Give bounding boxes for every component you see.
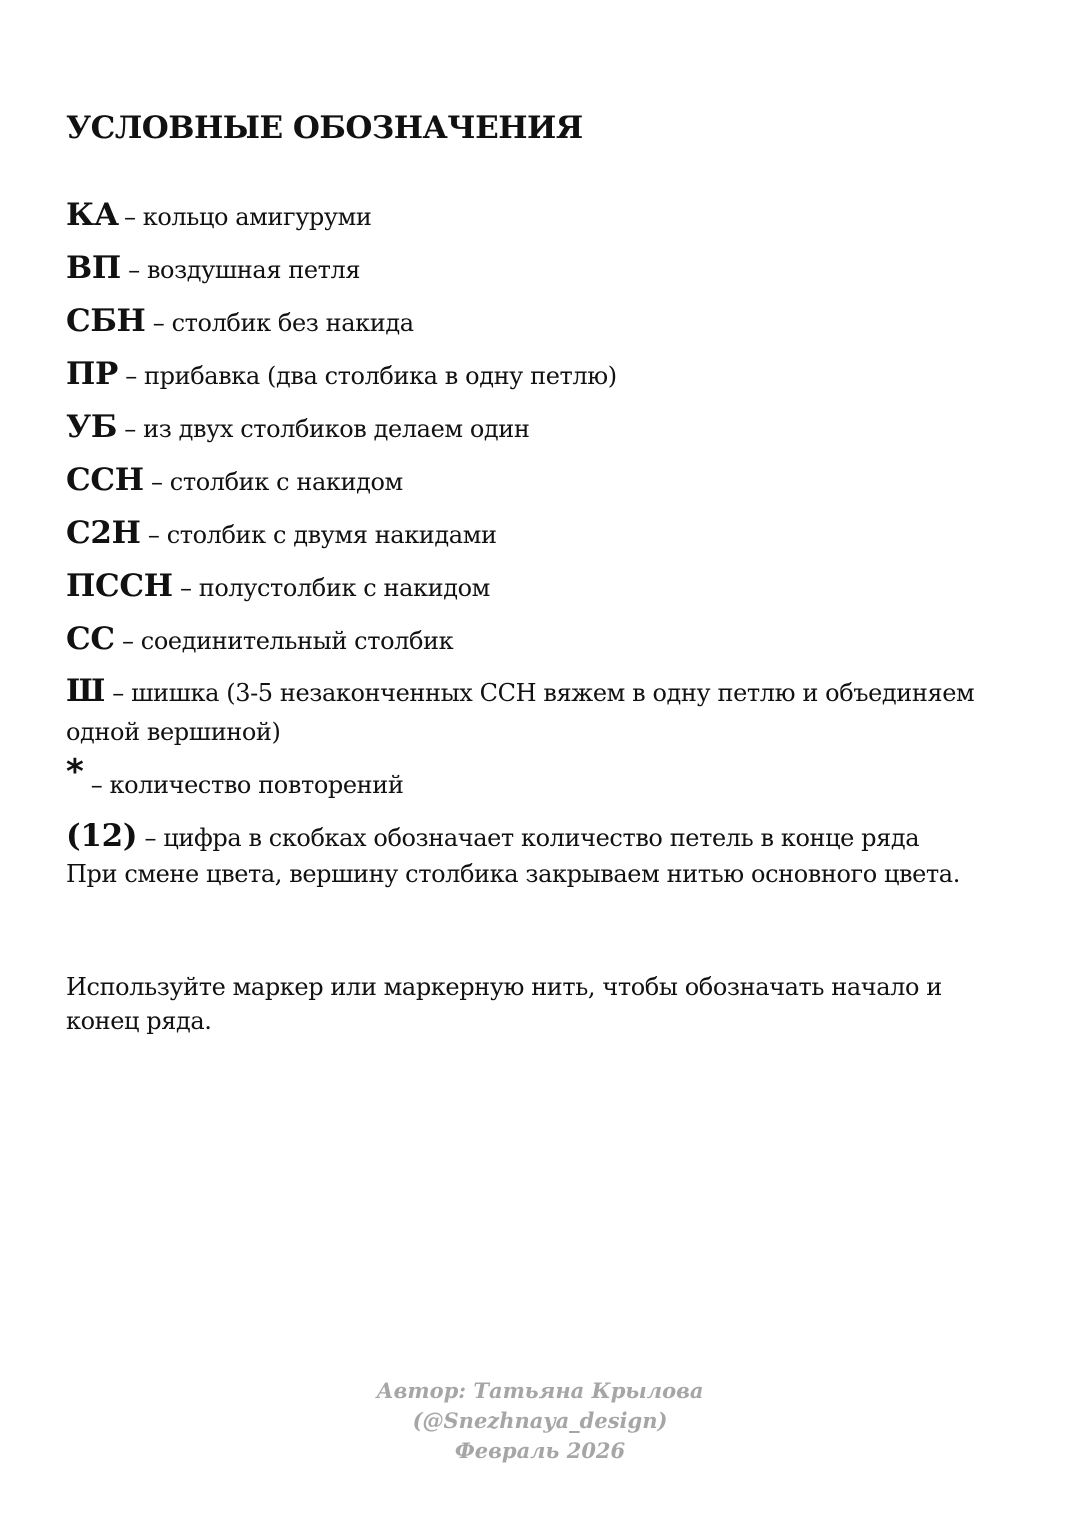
legend-desc: – цифра в скобках обозначает количество петель в конце ряда xyxy=(137,824,920,852)
legend-abbr: СБН xyxy=(66,303,146,339)
legend-abbr: Ш xyxy=(66,673,106,709)
legend-item-s2n xyxy=(66,514,1026,557)
author-footer xyxy=(0,1376,1080,1466)
legend-desc: – полустолбик с накидом xyxy=(172,574,490,602)
legend-item-sh xyxy=(66,673,1026,753)
legend-item-pr xyxy=(66,355,1026,398)
legend-abbr: УБ xyxy=(66,409,118,445)
legend-item-vp xyxy=(66,249,1026,292)
legend-desc: – соединительный столбик xyxy=(114,627,454,655)
legend-abbr: КА xyxy=(66,197,119,233)
legend-abbr: СС xyxy=(66,621,115,657)
author-handle: (@Snezhnaya_design) xyxy=(412,1408,668,1433)
legend-item-ss xyxy=(66,620,1026,663)
legend-item-ka xyxy=(66,196,1026,239)
legend-desc: – прибавка (два столбика в одну петлю) xyxy=(118,362,617,390)
legend-item-ub xyxy=(66,408,1026,451)
legend-item-pssn xyxy=(66,567,1026,610)
legend-abbr: * xyxy=(66,752,84,792)
marker-note: Используйте маркер или маркерную нить, чтобы обозначать начало и конец ряда. xyxy=(66,973,942,1035)
page-title: УСЛОВНЫЕ ОБОЗНАЧЕНИЯ xyxy=(66,110,583,146)
publication-date: Февраль 2026 xyxy=(454,1438,626,1463)
legend-item-ssn xyxy=(66,461,1026,504)
legend-abbr: ССН xyxy=(66,462,144,498)
legend-desc: – кольцо амигуруми xyxy=(123,203,372,231)
legend-desc: – столбик без накида xyxy=(145,309,414,337)
author-name: Автор: Татьяна Крылова xyxy=(376,1378,704,1403)
legend-desc: – шишка (3-5 незаконченных ССН вяжем в одну петлю и объединяем одной вершиной) xyxy=(66,679,975,746)
legend-abbr: ВП xyxy=(66,250,121,286)
legend-item-star xyxy=(66,752,1026,807)
legend-item-count xyxy=(66,817,1026,860)
legend-desc: – из двух столбиков делаем один xyxy=(117,415,530,443)
legend-desc: – столбик с накидом xyxy=(143,468,403,496)
legend-desc: – воздушная петля xyxy=(120,256,361,284)
legend-abbr: ПР xyxy=(66,356,118,392)
legend-abbr: С2Н xyxy=(66,515,141,551)
legend-desc: – столбик с двумя накидами xyxy=(140,521,497,549)
legend-abbr: ПССН xyxy=(66,568,173,604)
legend-item-sbn xyxy=(66,302,1026,345)
legend-list xyxy=(66,196,1026,870)
color-change-note: При смене цвета, вершину столбика закрываем нитью основного цвета. xyxy=(66,860,960,888)
legend-desc: – количество повторений xyxy=(83,771,404,799)
legend-abbr: (12) xyxy=(66,818,138,854)
